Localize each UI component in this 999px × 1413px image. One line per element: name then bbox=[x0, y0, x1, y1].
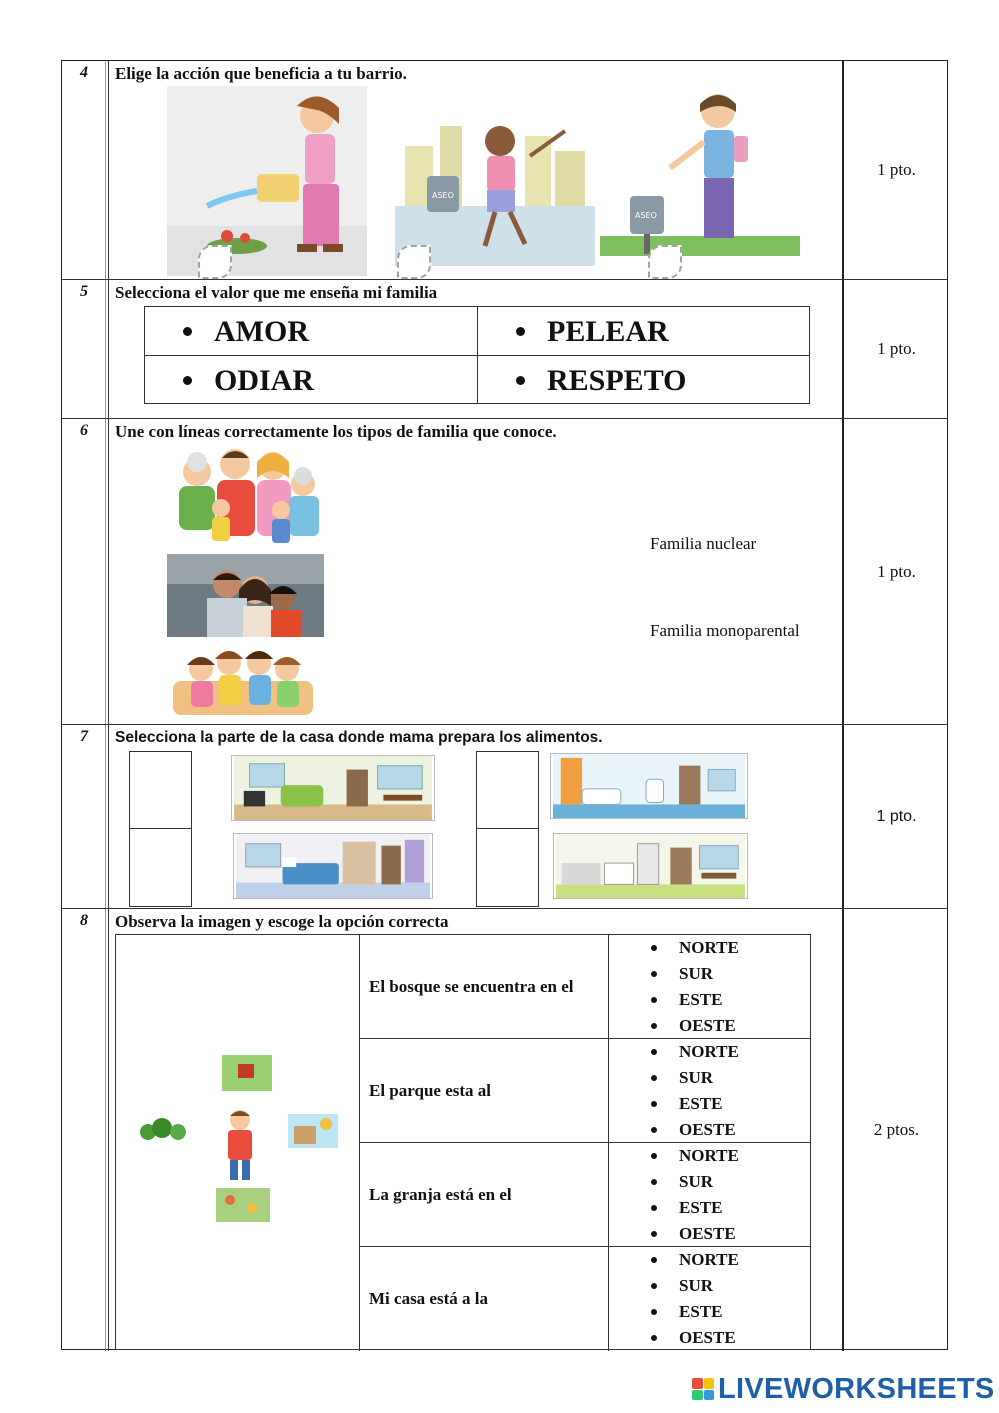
option-amor[interactable]: AMOR bbox=[145, 307, 478, 356]
label-familia-monoparental[interactable]: Familia monoparental bbox=[650, 621, 800, 640]
svg-text:ASEO: ASEO bbox=[432, 191, 454, 200]
statement-4: Mi casa está a la bbox=[359, 1247, 609, 1351]
checkbox-bedroom[interactable] bbox=[129, 828, 192, 907]
question-number: 4 bbox=[80, 64, 88, 81]
option-pelear[interactable]: PELEAR bbox=[478, 307, 811, 356]
score: 1 pto. bbox=[877, 160, 916, 179]
option-este[interactable]: ESTE bbox=[609, 1299, 722, 1325]
option-este[interactable]: ESTE bbox=[609, 1195, 722, 1221]
siblings-family-image[interactable] bbox=[167, 641, 319, 721]
question-text: Elige la acción que beneficia a tu barrio. bbox=[115, 64, 407, 83]
logo-icon bbox=[692, 1378, 714, 1400]
statement-1: El bosque se encuentra en el bbox=[359, 935, 609, 1039]
option-odiar[interactable]: ODIAR bbox=[145, 356, 478, 405]
bedroom-image bbox=[233, 833, 433, 899]
answer-slot[interactable] bbox=[648, 245, 682, 279]
living-room-image bbox=[231, 755, 435, 821]
statement-3: La granja está en el bbox=[359, 1143, 609, 1247]
option-sur[interactable]: SUR bbox=[609, 1065, 713, 1091]
question-number: 7 bbox=[80, 728, 88, 745]
score: 2 ptos. bbox=[873, 1120, 920, 1139]
question-text: Une con líneas correctamente los tipos de familia que conoce. bbox=[115, 422, 557, 441]
option-norte[interactable]: NORTE bbox=[609, 935, 739, 961]
option-oeste[interactable]: OESTE bbox=[609, 1221, 736, 1247]
question-text: Observa la imagen y escoge la opción correcta bbox=[115, 912, 449, 931]
options-group-2 bbox=[609, 1039, 810, 1143]
score: 1 pto. bbox=[877, 339, 916, 358]
question-4-row bbox=[62, 61, 947, 280]
label-familia-nuclear[interactable]: Familia nuclear bbox=[650, 534, 757, 553]
option-sur[interactable]: SUR bbox=[609, 1273, 713, 1299]
option-respeto[interactable]: RESPETO bbox=[478, 356, 811, 405]
worksheet bbox=[61, 60, 948, 1350]
single-parent-family-photo[interactable] bbox=[167, 554, 324, 637]
option-sur[interactable]: SUR bbox=[609, 1169, 713, 1195]
options-group-4 bbox=[609, 1247, 810, 1351]
cardinal-directions-image bbox=[134, 1050, 344, 1228]
answer-slot[interactable] bbox=[397, 245, 431, 279]
checkbox-living-room[interactable] bbox=[129, 751, 192, 829]
option-oeste[interactable]: OESTE bbox=[609, 1325, 736, 1351]
question-text: Selecciona el valor que me enseña mi familia bbox=[115, 283, 438, 302]
option-norte[interactable]: NORTE bbox=[609, 1247, 739, 1273]
question-number: 6 bbox=[80, 422, 88, 439]
option-oeste[interactable]: OESTE bbox=[609, 1117, 736, 1143]
option-norte[interactable]: NORTE bbox=[609, 1143, 739, 1169]
liveworksheets-logo bbox=[692, 1373, 995, 1405]
option-este[interactable]: ESTE bbox=[609, 987, 722, 1013]
directions-table bbox=[115, 934, 811, 1350]
question-text: Selecciona la parte de la casa donde mama prepara los alimentos. bbox=[115, 729, 603, 746]
logo-text: LIVEWORKSHEETS bbox=[718, 1372, 995, 1405]
question-7-row bbox=[62, 725, 947, 909]
checkbox-kitchen[interactable] bbox=[476, 828, 539, 907]
score: 1 pto. bbox=[877, 561, 916, 581]
options-group-1 bbox=[609, 935, 810, 1039]
question-number: 8 bbox=[80, 912, 88, 929]
option-este[interactable]: ESTE bbox=[609, 1091, 722, 1117]
option-sur[interactable]: SUR bbox=[609, 961, 713, 987]
option-norte[interactable]: NORTE bbox=[609, 1039, 739, 1065]
boy-throwing-trash-image bbox=[600, 86, 800, 276]
extended-family-image[interactable] bbox=[167, 444, 327, 552]
statement-2: El parque esta al bbox=[359, 1039, 609, 1143]
question-8-row bbox=[62, 909, 947, 1351]
score: 1 pto. bbox=[876, 807, 917, 825]
answer-slot[interactable] bbox=[198, 245, 232, 279]
option-oeste[interactable]: OESTE bbox=[609, 1013, 736, 1039]
values-table bbox=[144, 306, 810, 404]
bathroom-image bbox=[550, 753, 748, 819]
svg-text:ASEO: ASEO bbox=[635, 211, 657, 220]
options-group-3 bbox=[609, 1143, 810, 1247]
question-6-row bbox=[62, 419, 947, 725]
question-number: 5 bbox=[80, 283, 88, 300]
question-5-row bbox=[62, 280, 947, 419]
checkbox-bathroom[interactable] bbox=[476, 751, 539, 829]
kitchen-image bbox=[553, 833, 748, 899]
girl-watering-plants-image bbox=[167, 86, 367, 276]
